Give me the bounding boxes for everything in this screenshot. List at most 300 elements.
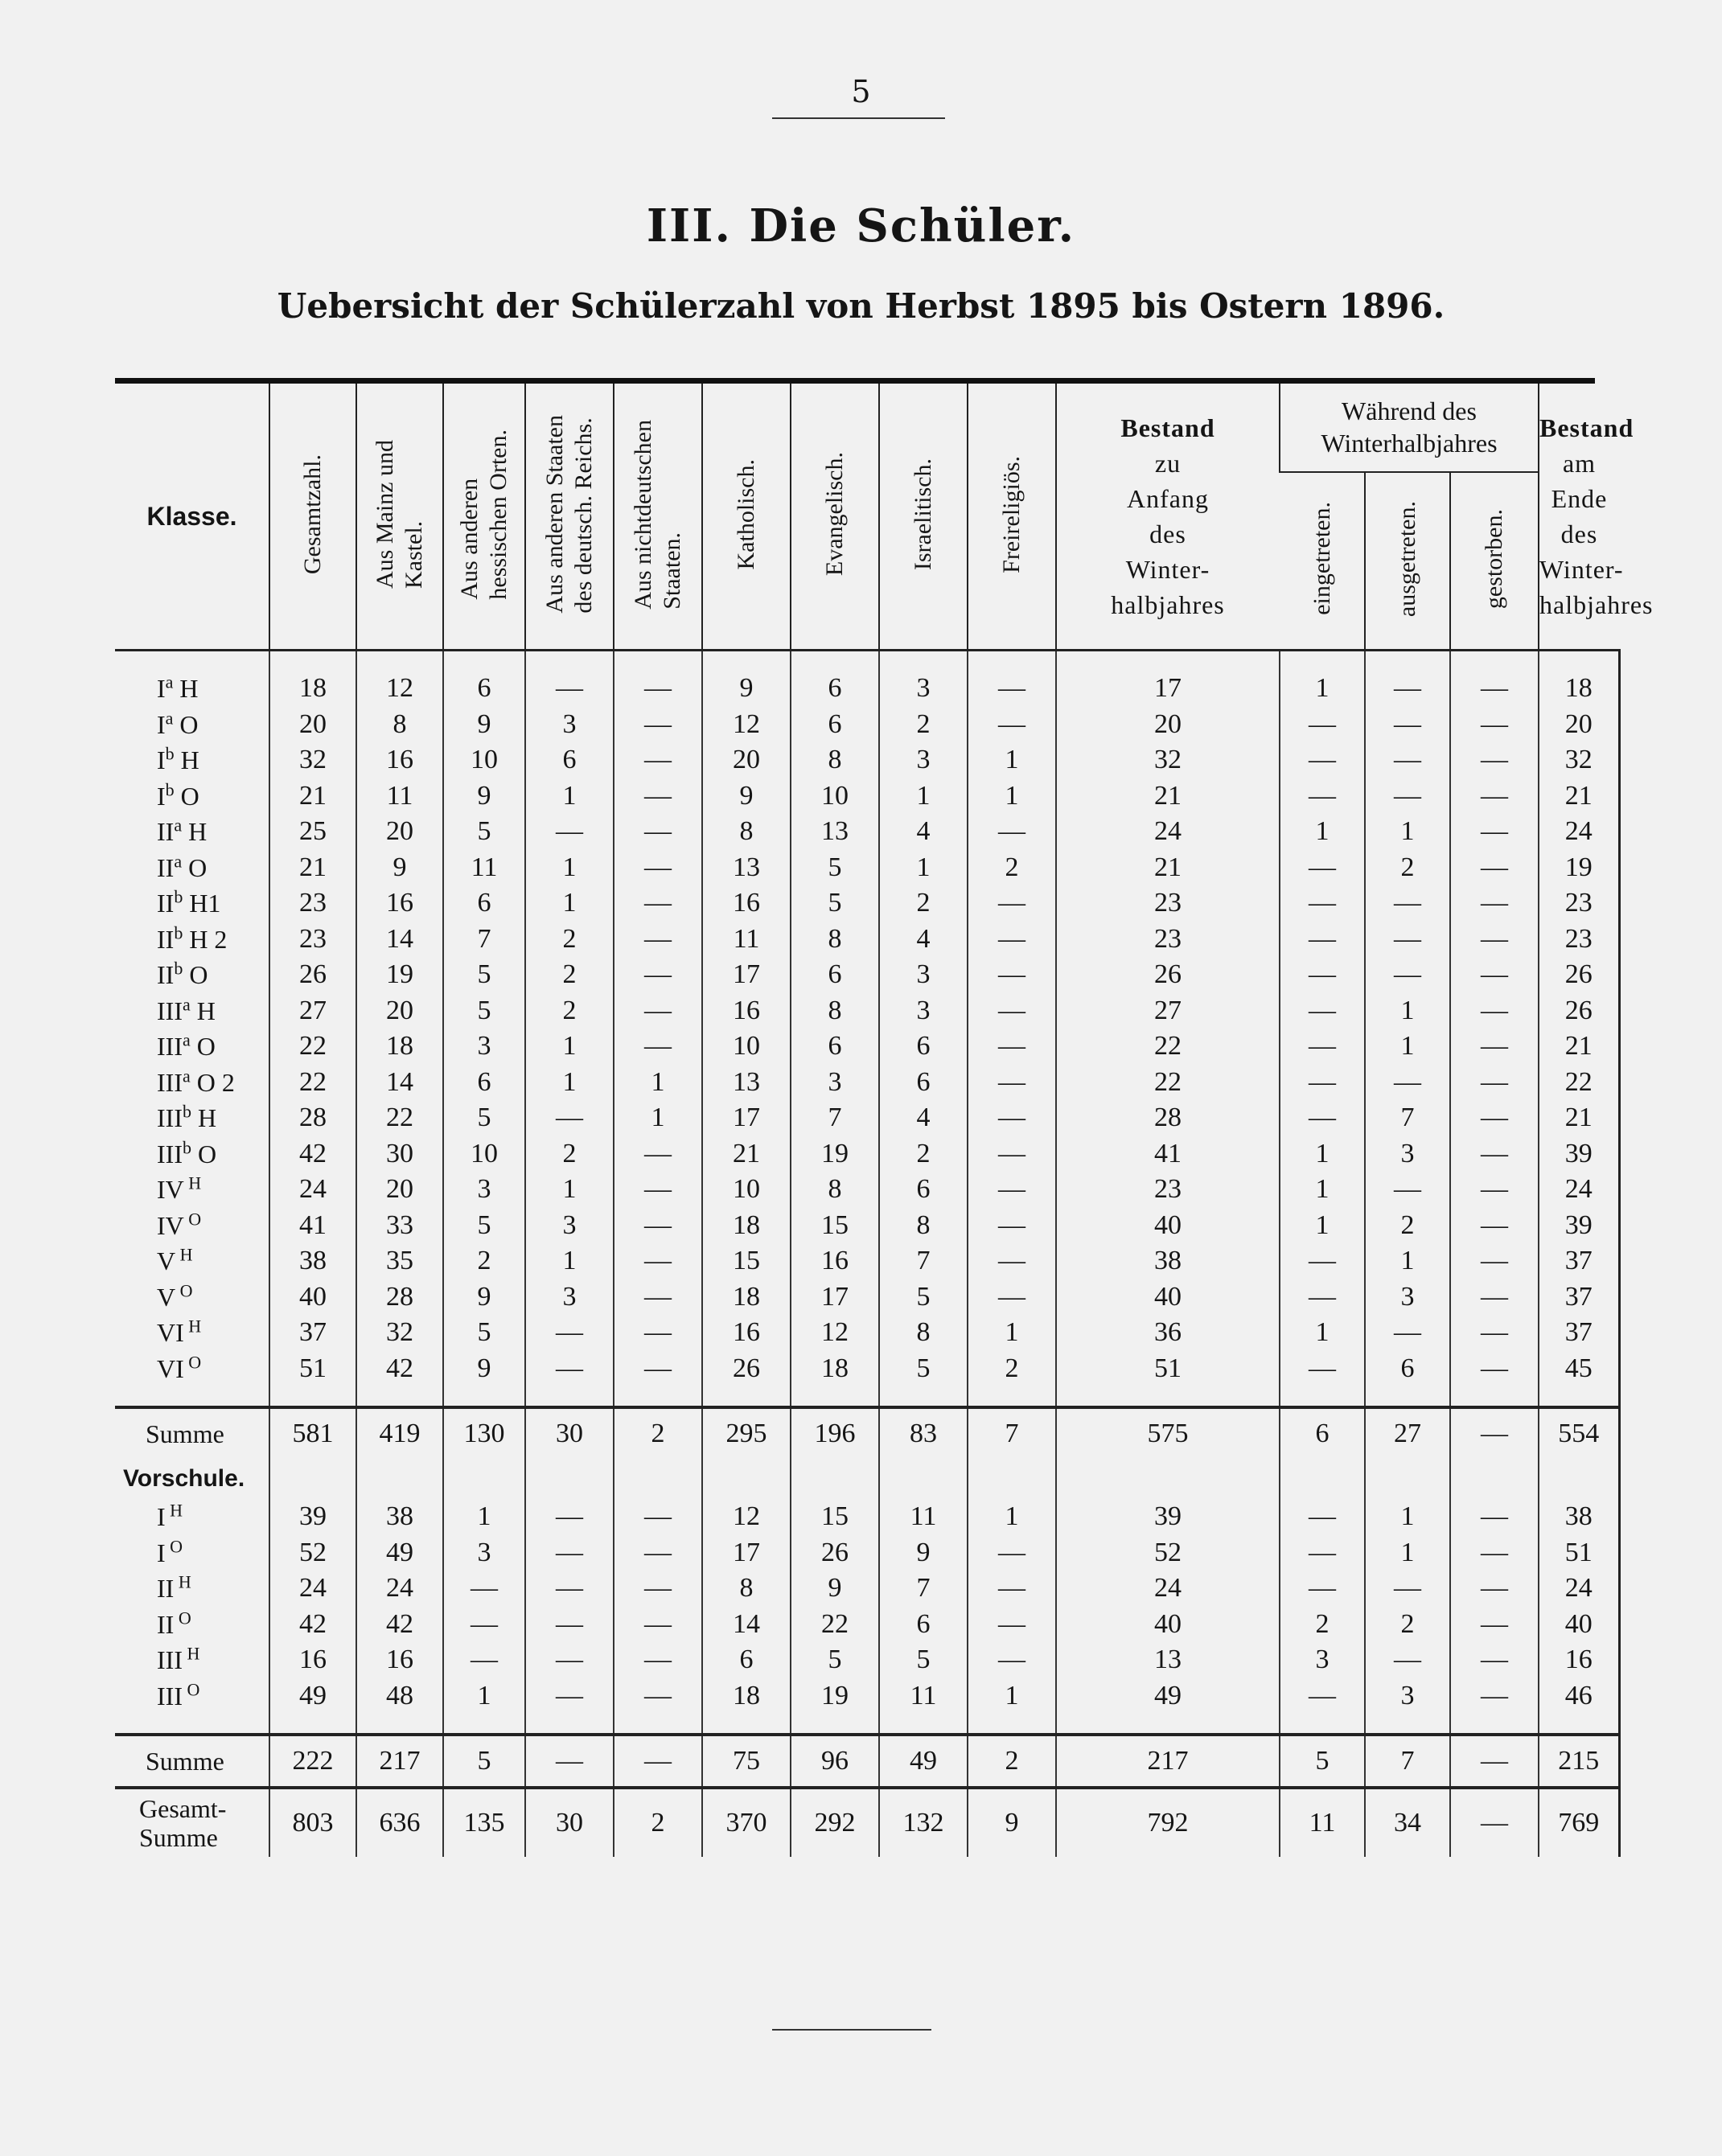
cell-value: 19 [356,957,443,993]
cell-value: 21 [1056,850,1280,886]
cell-value: 419 [356,1407,443,1459]
cell-value: 5 [443,1315,525,1351]
cell-value: 6 [791,957,879,993]
cell-value: 9 [443,1351,525,1387]
table-row [115,814,1619,850]
cell-value: — [1365,1315,1450,1351]
cell-value: 52 [269,1535,356,1571]
cell-value: 554 [1539,1407,1619,1459]
cell-value: — [1450,1279,1539,1316]
cell-value: 24 [1539,814,1619,850]
table-row [115,778,1619,815]
cell-value: 8 [791,1172,879,1208]
cell-value: — [614,707,702,743]
section-heading: III. Die Schüler. [646,199,1076,253]
cell-value: 28 [1056,1100,1280,1136]
cell-value: — [614,850,702,886]
header-mainz: Aus Mainz und Kastel. [356,384,443,651]
cell-value: 28 [269,1100,356,1136]
cell-value: — [1450,814,1539,850]
cell-value: — [968,1136,1056,1172]
cell-value: — [1450,742,1539,778]
cell-value: 38 [1539,1499,1619,1535]
cell-value: — [968,1243,1056,1279]
cell-value: — [614,1243,702,1279]
cell-value: — [1365,778,1450,815]
cell-value: — [968,993,1056,1029]
cell-value: — [1280,922,1365,958]
cell-value: — [443,1607,525,1643]
cell-value: — [1280,1065,1365,1101]
cell-value: — [1450,1136,1539,1172]
cell-value: 21 [1539,778,1619,815]
header-bestand-anfang: Bestand zu Anfang des Winter- halbjahres [1056,384,1280,651]
cell-value: 2 [968,850,1056,886]
cell-value: 19 [791,1678,879,1715]
cell-value: 9 [879,1535,968,1571]
cell-value: 37 [269,1315,356,1351]
cell-value: 1 [443,1678,525,1715]
table-title: Uebersicht der Schülerzahl von Herbst 1895 bis Ostern 1896. [277,286,1445,326]
cell-value: 1 [525,1172,614,1208]
cell-value: 22 [791,1607,879,1643]
spacer-cell [1280,1459,1365,1499]
cell-value: 1 [525,885,614,922]
cell-value: 5 [443,1735,525,1788]
cell-value: 2 [879,885,968,922]
header-bestand-ende: Bestand am Ende des Winter- halbjahres [1539,384,1619,651]
cell-value: — [525,1642,614,1678]
cell-value: 1 [968,742,1056,778]
cell-value: — [1450,778,1539,815]
cell-value: 49 [1056,1678,1280,1715]
cell-value: 22 [1056,1065,1280,1101]
cell-klasse: $II^b$ O [157,958,208,989]
cell-value: 1 [968,778,1056,815]
cell-value: 51 [1056,1351,1280,1387]
cell-value: — [614,1607,702,1643]
spacer-cell [614,1714,702,1735]
cell-value: 38 [356,1499,443,1535]
spacer-cell [702,1459,791,1499]
cell-value: 33 [356,1208,443,1244]
cell-value: — [614,922,702,958]
cell-value: 41 [269,1208,356,1244]
spacer-cell [1280,1386,1365,1407]
cell-value: 24 [269,1172,356,1208]
cell-value: 215 [1539,1735,1619,1788]
cell-value: 32 [356,1315,443,1351]
cell-value: 8 [356,707,443,743]
cell-value: 2 [525,993,614,1029]
header-klasse: Klasse. [115,384,269,651]
cell-klasse: $I^b$ O [157,778,199,811]
cell-value: 5 [879,1642,968,1678]
table-row [115,993,1619,1029]
cell-value: 14 [702,1607,791,1643]
cell-value: 9 [968,1788,1056,1857]
cell-value: 9 [443,1279,525,1316]
cell-value: — [1365,1172,1450,1208]
cell-value: 38 [1056,1243,1280,1279]
cell-value: 23 [1056,922,1280,958]
cell-value: 13 [1056,1642,1280,1678]
cell-value: 7 [791,1100,879,1136]
cell-klasse: $I^a$ H [157,671,199,703]
spacer-row [115,651,1619,671]
cell-value: — [1450,1172,1539,1208]
cell-value: 6 [791,707,879,743]
cell-klasse: II $^H$ [157,1571,191,1603]
cell-value: 1 [1365,1499,1450,1535]
cell-value: 20 [269,707,356,743]
cell-value: 24 [1056,814,1280,850]
table-row [115,885,1619,922]
cell-value: 8 [791,922,879,958]
cell-value: 39 [1056,1499,1280,1535]
cell-value: 9 [443,707,525,743]
cell-value: 1 [525,778,614,815]
cell-value: 15 [702,1243,791,1279]
cell-value: — [614,1279,702,1316]
cell-value: — [1450,1315,1539,1351]
cell-value: 3 [1365,1678,1450,1715]
cell-value: 27 [1056,993,1280,1029]
spacer-cell [356,1386,443,1407]
cell-value: 13 [702,850,791,886]
header-gesamtzahl: Gesamtzahl. [269,384,356,651]
cell-value: 5 [443,1208,525,1244]
cell-value: 51 [1539,1535,1619,1571]
cell-klasse: IV $^O$ [157,1208,202,1240]
cell-value: 18 [702,1678,791,1715]
cell-value: — [1450,850,1539,886]
cell-value: 16 [269,1642,356,1678]
cell-value: 9 [702,778,791,815]
cell-value: 1 [1365,993,1450,1029]
cell-value: 37 [1539,1243,1619,1279]
cell-value: — [614,1351,702,1387]
spacer-cell [968,1459,1056,1499]
spacer-cell [525,1386,614,1407]
cell-value: — [1365,671,1450,707]
cell-klasse: $II^a$ O [157,850,208,882]
cell-value: 8 [879,1315,968,1351]
cell-value: 40 [269,1279,356,1316]
cell-value: 20 [356,814,443,850]
spacer-cell [1539,651,1619,671]
spacer-cell [879,1714,968,1735]
sum-row [115,1735,1619,1788]
cell-value: 12 [702,707,791,743]
cell-value: 32 [1539,742,1619,778]
spacer-cell [879,1386,968,1407]
table-row [115,1172,1619,1208]
cell-value: 34 [1365,1788,1450,1857]
cell-value: 7 [1365,1735,1450,1788]
cell-value: — [614,1642,702,1678]
cell-value: 222 [269,1735,356,1788]
cell-value: 21 [269,778,356,815]
cell-value: — [614,1029,702,1065]
table-row [115,1029,1619,1065]
table-row [115,1065,1619,1101]
spacer-cell [1539,1386,1619,1407]
cell-value: 39 [1539,1136,1619,1172]
spacer-cell [269,1386,356,1407]
cell-value: 5 [443,957,525,993]
cell-value: — [968,1100,1056,1136]
cell-value: 10 [443,1136,525,1172]
cell-value: 26 [791,1535,879,1571]
cell-value: — [525,671,614,707]
table-row [115,1351,1619,1387]
header-israelitisch: Israelitisch. [879,384,968,651]
cell-value: 30 [525,1788,614,1857]
cell-value: 16 [356,885,443,922]
cell-value: 75 [702,1735,791,1788]
cell-value: 49 [269,1678,356,1715]
cell-value: — [614,1136,702,1172]
cell-value: — [1280,993,1365,1029]
cell-value: 83 [879,1407,968,1459]
cell-value: 6 [525,742,614,778]
cell-value: 25 [269,814,356,850]
cell-value: 17 [791,1279,879,1316]
cell-klasse: I $^H$ [157,1500,183,1531]
cell-value: — [968,1642,1056,1678]
spacer-cell [115,1714,269,1735]
cell-value: 22 [269,1029,356,1065]
grand-total-row [115,1788,1619,1857]
cell-value: 37 [1539,1279,1619,1316]
cell-value: — [1450,1208,1539,1244]
cell-klasse: $II^a$ H [157,815,208,846]
spacer-cell [525,1714,614,1735]
cell-value: 792 [1056,1788,1280,1857]
cell-value: — [525,1315,614,1351]
cell-value: 9 [356,850,443,886]
table-body [115,651,1619,1858]
cell-value: 1 [614,1065,702,1101]
spacer-cell [525,651,614,671]
spacer-cell [356,1459,443,1499]
spacer-cell [1056,651,1280,671]
cell-value: — [1280,742,1365,778]
cell-value: — [614,742,702,778]
cell-value: — [1280,1243,1365,1279]
cell-value: — [1450,957,1539,993]
cell-value: 12 [356,671,443,707]
spacer-cell [1450,651,1539,671]
cell-value: — [1365,1065,1450,1101]
cell-value: 1 [879,850,968,886]
cell-value: 6 [791,671,879,707]
cell-value: 5 [1280,1735,1365,1788]
cell-value: 2 [1365,850,1450,886]
spacer-cell [525,1459,614,1499]
spacer-cell [702,1714,791,1735]
cell-value: 5 [443,993,525,1029]
cell-value: — [525,1735,614,1788]
cell-value: 1 [1365,1535,1450,1571]
cell-value: 21 [1539,1100,1619,1136]
cell-value: — [1450,1678,1539,1715]
cell-klasse: $II^b$ H1 [157,886,221,918]
cell-value: — [968,1279,1056,1316]
cell-value: 1 [1365,1243,1450,1279]
spacer-cell [443,1459,525,1499]
cell-value: 23 [269,885,356,922]
cell-value: 12 [791,1315,879,1351]
spacer-cell [1450,1386,1539,1407]
spacer-cell [1056,1459,1280,1499]
cell-value: — [1280,885,1365,922]
spacer-cell [879,651,968,671]
cell-value: 19 [791,1136,879,1172]
cell-value: 24 [356,1571,443,1607]
cell-value: 20 [356,1172,443,1208]
cell-value: 17 [702,1535,791,1571]
cell-klasse: I $^O$ [157,1535,183,1567]
spacer-cell [1365,1459,1450,1499]
cell-value: 22 [356,1100,443,1136]
cell-sum-label: Summe [115,1407,269,1459]
cell-value: 48 [356,1678,443,1715]
cell-value: 17 [702,1100,791,1136]
spacer-cell [1539,1714,1619,1735]
table-row [115,1279,1619,1316]
cell-sum-label: Summe [115,1735,269,1788]
cell-value: 6 [443,885,525,922]
cell-value: 21 [1539,1029,1619,1065]
cell-value: 36 [1056,1315,1280,1351]
cell-value: 12 [702,1499,791,1535]
cell-value: 3 [443,1029,525,1065]
cell-value: 40 [1539,1607,1619,1643]
cell-value: 1 [1365,814,1450,850]
table-row [115,1535,1619,1571]
cell-value: — [1280,1351,1365,1387]
cell-value: — [525,1607,614,1643]
cell-value: 51 [269,1351,356,1387]
students-table-wrapper [115,378,1654,1857]
cell-value: 30 [356,1136,443,1172]
cell-value: — [968,1065,1056,1101]
cell-value: 4 [879,814,968,850]
cell-value: 26 [1539,993,1619,1029]
cell-value: 15 [791,1208,879,1244]
cell-value: 7 [879,1243,968,1279]
cell-value: 42 [356,1351,443,1387]
cell-value: — [1450,1499,1539,1535]
cell-value: 9 [791,1571,879,1607]
cell-value: 16 [356,742,443,778]
cell-value: — [968,922,1056,958]
cell-value: 18 [356,1029,443,1065]
cell-value: 6 [879,1029,968,1065]
cell-value: 2 [443,1243,525,1279]
spacer-cell [1450,1714,1539,1735]
cell-value: 16 [791,1243,879,1279]
header-ausgetreten: ausgetreten. [1365,472,1450,651]
cell-value: 40 [1056,1607,1280,1643]
cell-value: — [968,1571,1056,1607]
cell-value: 26 [269,957,356,993]
cell-value: — [1450,1351,1539,1387]
table-row [115,1499,1619,1535]
cell-value: 11 [879,1678,968,1715]
cell-value: 1 [525,1065,614,1101]
cell-value: 1 [1280,1208,1365,1244]
cell-value: — [1450,885,1539,922]
cell-value: — [1365,742,1450,778]
cell-value: 37 [1539,1315,1619,1351]
spacer-row [115,1386,1619,1407]
cell-value: 42 [356,1607,443,1643]
table-row [115,1136,1619,1172]
cell-value: 16 [1539,1642,1619,1678]
cell-klasse: II $^O$ [157,1607,191,1639]
cell-value: 30 [525,1407,614,1459]
header-katholisch: Katholisch. [702,384,791,651]
cell-value: 6 [879,1172,968,1208]
cell-value: 32 [1056,742,1280,778]
cell-value: — [1450,1065,1539,1101]
cell-value: — [1280,1100,1365,1136]
spacer-cell [702,1386,791,1407]
cell-value: — [1450,707,1539,743]
cell-value: — [614,957,702,993]
spacer-cell [791,1714,879,1735]
cell-value: — [1450,1642,1539,1678]
cell-value: — [443,1642,525,1678]
cell-value: 27 [1365,1407,1450,1459]
cell-value: 19 [1539,850,1619,886]
cell-value: 803 [269,1788,356,1857]
cell-value: 6 [443,671,525,707]
spacer-cell [791,1459,879,1499]
cell-value: 24 [1539,1571,1619,1607]
spacer-cell [269,1459,356,1499]
students-table [115,384,1654,1857]
cell-value: 45 [1539,1351,1619,1387]
cell-value: — [525,1535,614,1571]
cell-value: 6 [791,1029,879,1065]
cell-value: 16 [356,1642,443,1678]
cell-value: 18 [702,1279,791,1316]
cell-klasse: V $^H$ [157,1244,193,1275]
table-row [115,1678,1619,1715]
cell-value: 35 [356,1243,443,1279]
table-row [115,957,1619,993]
cell-value: 9 [702,671,791,707]
cell-value: 26 [702,1351,791,1387]
spacer-cell [1280,1714,1365,1735]
cell-value: — [1280,1678,1365,1715]
cell-value: — [1450,1407,1539,1459]
cell-value: 3 [879,993,968,1029]
spacer-cell [968,1714,1056,1735]
cell-value: 10 [702,1029,791,1065]
cell-value: — [1365,885,1450,922]
page-number-rule [772,117,945,119]
cell-value: 24 [1056,1571,1280,1607]
cell-value: 4 [879,922,968,958]
cell-value: — [525,1499,614,1535]
cell-value: — [1450,1535,1539,1571]
header-ausland: Aus nichtdeutschen Staaten. [614,384,702,651]
